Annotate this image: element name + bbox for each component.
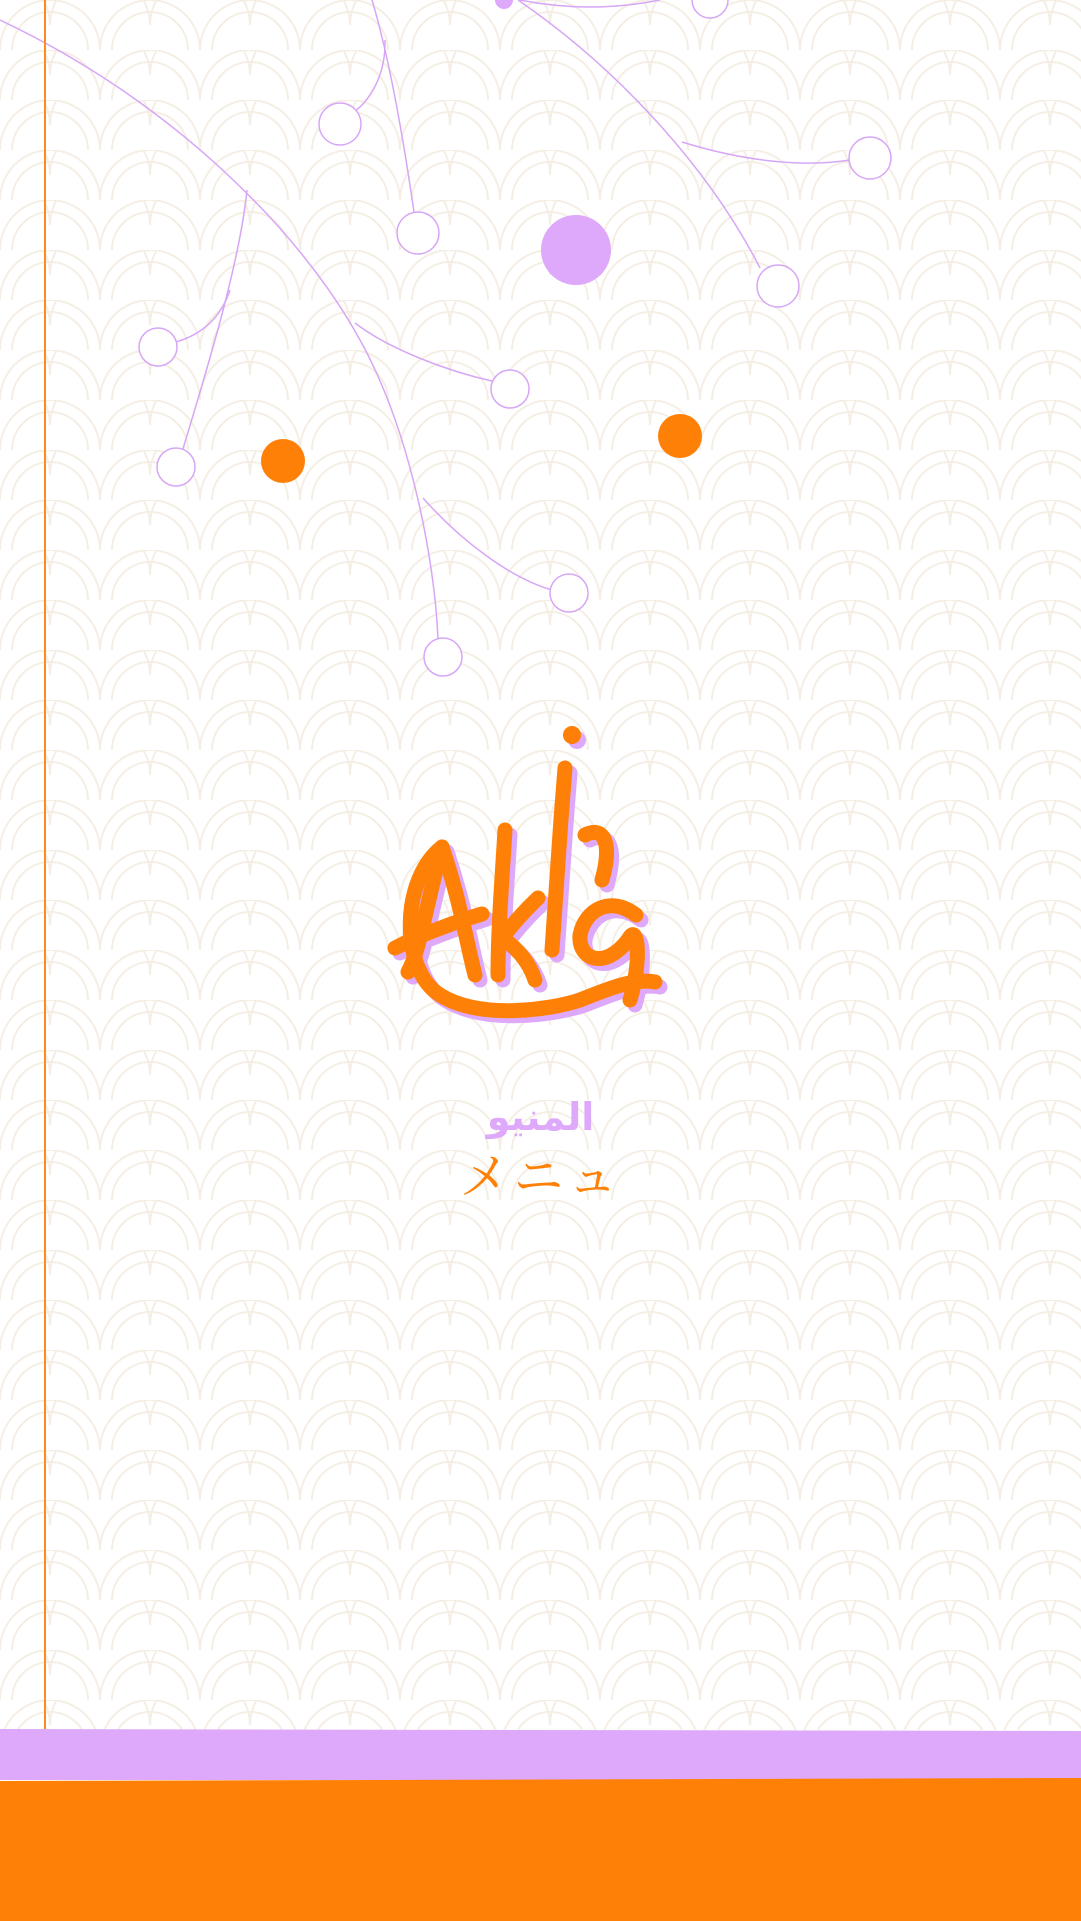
menu-title-japanese: メニュ	[459, 1148, 622, 1206]
accent-dot-orange	[658, 414, 702, 458]
bud-circle	[319, 103, 361, 145]
left-accent-line	[44, 0, 46, 1730]
bud-circle	[397, 212, 439, 254]
accent-dot-lilac	[541, 215, 611, 285]
akina-logo	[380, 710, 720, 1050]
footer-band-lilac	[0, 1729, 1081, 1780]
bud-circle	[491, 370, 529, 408]
branch-top	[372, 0, 414, 212]
bud-circle	[139, 328, 177, 366]
branch-main	[0, 20, 438, 640]
accent-dot-orange	[261, 439, 305, 483]
branch-top-leaf	[354, 40, 385, 112]
branch-right-top	[520, 0, 660, 7]
branch-right-twig	[682, 142, 850, 163]
menu-title-arabic: المنيو	[486, 1095, 595, 1139]
footer-band-orange	[0, 1778, 1081, 1921]
bud-circle	[757, 265, 799, 307]
bud-circle	[157, 448, 195, 486]
branch-low-twig	[423, 498, 552, 590]
branch-left-twig	[182, 190, 247, 452]
bud-circle	[849, 137, 891, 179]
bud-circle	[550, 574, 588, 612]
bud-circle	[424, 638, 462, 676]
bud-circle	[692, 0, 728, 18]
accent-dot-lilac-small	[495, 0, 513, 9]
